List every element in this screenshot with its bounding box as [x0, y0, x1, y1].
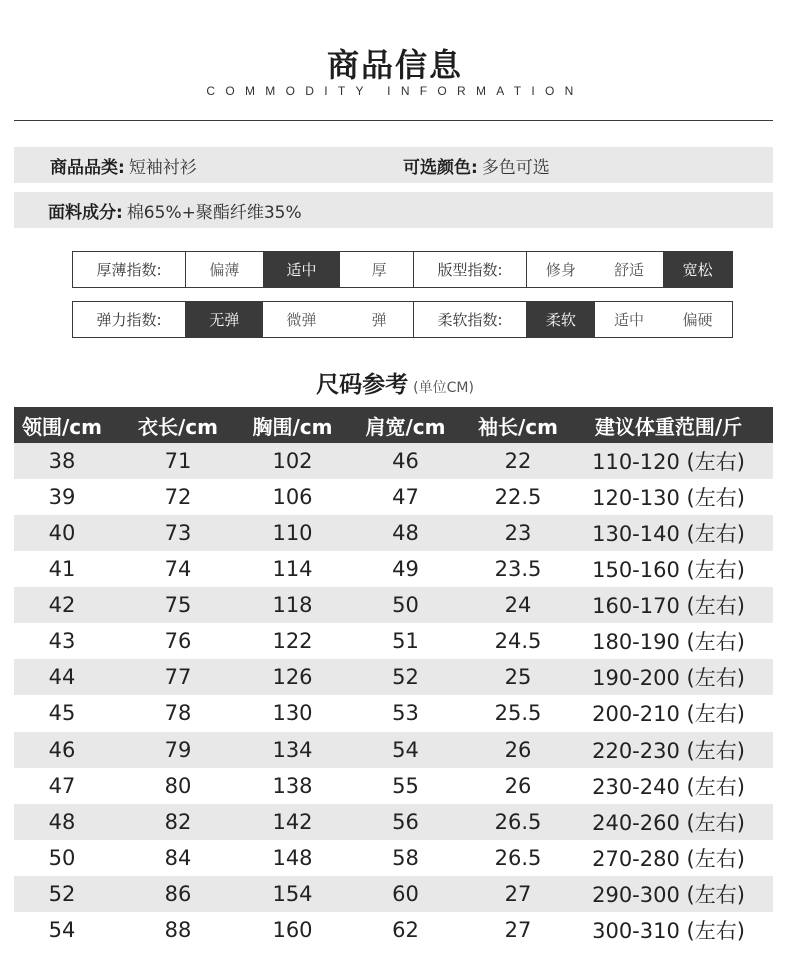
fit-option: 舒适 — [613, 261, 644, 279]
table-cell: 80 — [164, 773, 192, 798]
divider — [14, 120, 773, 121]
table-cell: 230-240 (左右) — [592, 774, 745, 799]
table-cell: 62 — [392, 917, 419, 942]
info-row-fabric — [14, 192, 773, 228]
table-cell: 26.5 — [494, 809, 542, 834]
table-cell: 27 — [504, 881, 532, 906]
table-cell: 270-280 (左右) — [592, 846, 745, 871]
table-cell: 240-260 (左右) — [592, 810, 745, 835]
thickness-option: 厚 — [371, 261, 387, 279]
table-cell: 122 — [272, 629, 313, 654]
colors-field — [403, 147, 550, 183]
table-cell: 154 — [272, 881, 313, 906]
table-row — [14, 695, 773, 731]
table-cell: 27 — [504, 917, 532, 942]
table-cell: 84 — [164, 845, 192, 870]
table-cell: 77 — [164, 665, 192, 690]
table-cell: 102 — [272, 449, 313, 474]
table-cell: 46 — [392, 449, 419, 474]
table-cell: 53 — [392, 701, 419, 726]
thickness-index — [72, 251, 419, 288]
table-cell: 54 — [48, 917, 76, 942]
size-table — [14, 407, 773, 948]
fabric-value: 棉65%+聚酯纤维35% — [126, 202, 302, 223]
page-title: 商品信息 — [326, 46, 463, 84]
table-cell: 75 — [164, 593, 192, 618]
table-cell: 42 — [48, 593, 76, 618]
table-cell: 78 — [164, 701, 192, 726]
column-header: 肩宽/cm — [365, 414, 446, 439]
table-cell: 50 — [392, 593, 419, 618]
colors-value: 多色可选 — [481, 157, 550, 178]
table-row — [14, 804, 773, 840]
table-cell: 120-130 (左右) — [592, 486, 745, 511]
table-cell: 110-120 (左右) — [592, 450, 745, 475]
table-cell: 47 — [48, 773, 76, 798]
table-cell: 60 — [392, 881, 419, 906]
table-row — [14, 732, 773, 768]
size-chart-title: 尺码参考 — [316, 372, 409, 398]
table-cell: 40 — [48, 521, 76, 546]
table-cell: 86 — [164, 881, 192, 906]
table-cell: 110 — [272, 521, 313, 546]
table-cell: 49 — [392, 557, 419, 582]
fabric-field — [48, 192, 302, 228]
info-row-category-colors — [14, 147, 773, 183]
elasticity-index — [72, 301, 419, 338]
table-cell: 72 — [164, 485, 192, 510]
table-cell: 24.5 — [494, 629, 542, 654]
table-cell: 142 — [272, 809, 313, 834]
table-cell: 41 — [48, 557, 76, 582]
column-header: 衣长/cm — [138, 414, 218, 439]
fit-index — [413, 251, 733, 288]
table-row — [14, 876, 773, 912]
colors-label: 可选颜色: — [403, 157, 478, 178]
table-cell: 130 — [272, 701, 313, 726]
table-cell: 114 — [272, 557, 313, 582]
softness-index-label: 柔软指数: — [437, 311, 503, 329]
table-row — [14, 515, 773, 551]
category-field — [50, 147, 197, 183]
page-subtitle: COMMODITY INFORMATION — [206, 84, 584, 98]
table-cell: 38 — [48, 449, 76, 474]
table-cell: 106 — [272, 485, 313, 510]
table-cell: 71 — [164, 449, 192, 474]
table-cell: 134 — [272, 737, 313, 762]
thickness-option: 偏薄 — [185, 252, 263, 287]
elasticity-index-label: 弹力指数: — [96, 311, 162, 329]
table-cell: 79 — [164, 737, 192, 762]
column-header: 袖长/cm — [478, 414, 558, 439]
table-cell: 220-230 (左右) — [592, 738, 745, 763]
table-cell: 138 — [272, 773, 313, 798]
table-cell: 48 — [48, 809, 76, 834]
table-row — [14, 912, 773, 948]
table-cell: 22.5 — [494, 485, 542, 510]
column-header: 建议体重范围/斤 — [594, 414, 743, 439]
table-cell: 24 — [504, 593, 532, 618]
table-row — [14, 587, 773, 623]
elasticity-option: 弹 — [371, 311, 387, 329]
table-cell: 47 — [392, 485, 419, 510]
softness-option: 适中 — [613, 311, 644, 329]
table-cell: 126 — [272, 665, 313, 690]
table-cell: 52 — [48, 881, 76, 906]
table-cell: 26 — [504, 773, 532, 798]
elasticity-option-selected: 无弹 — [185, 302, 263, 337]
table-cell: 160 — [272, 917, 313, 942]
table-row — [14, 551, 773, 587]
fit-option-selected: 宽松 — [663, 252, 732, 287]
table-cell: 300-310 (左右) — [592, 918, 745, 943]
table-cell: 58 — [392, 845, 419, 870]
table-cell: 23 — [504, 521, 532, 546]
size-chart-heading — [0, 366, 790, 399]
table-cell: 22 — [504, 449, 532, 474]
table-cell: 82 — [164, 809, 192, 834]
column-header: 胸围/cm — [252, 414, 333, 439]
table-cell: 200-210 (左右) — [592, 702, 745, 727]
category-label: 商品品类: — [50, 157, 125, 178]
category-value: 短袖衬衫 — [128, 157, 197, 178]
column-header: 领围/cm — [22, 414, 102, 439]
table-cell: 74 — [164, 557, 192, 582]
size-chart-unit: (单位CM) — [413, 380, 474, 396]
table-cell: 51 — [392, 629, 419, 654]
table-cell: 73 — [164, 521, 192, 546]
elasticity-option: 微弹 — [286, 311, 317, 329]
fabric-label: 面料成分: — [48, 202, 123, 223]
table-cell: 150-160 (左右) — [592, 558, 745, 583]
thickness-index-label: 厚薄指数: — [96, 261, 162, 279]
table-cell: 54 — [392, 737, 419, 762]
softness-option: 偏硬 — [682, 311, 713, 329]
table-cell: 25 — [504, 665, 532, 690]
table-cell: 118 — [272, 593, 313, 618]
table-cell: 39 — [48, 485, 76, 510]
fit-index-label: 版型指数: — [437, 261, 503, 279]
table-cell: 45 — [48, 701, 76, 726]
table-cell: 25.5 — [494, 701, 542, 726]
fit-option: 修身 — [526, 252, 595, 287]
table-cell: 23.5 — [494, 557, 542, 582]
table-row — [14, 659, 773, 695]
table-row — [14, 840, 773, 876]
table-cell: 50 — [48, 845, 76, 870]
table-cell: 290-300 (左右) — [592, 882, 745, 907]
table-cell: 76 — [164, 629, 192, 654]
table-row — [14, 479, 773, 515]
softness-index — [413, 301, 733, 338]
table-cell: 190-200 (左右) — [592, 666, 745, 691]
softness-option-selected: 柔软 — [526, 302, 595, 337]
table-row — [14, 768, 773, 804]
table-cell: 130-140 (左右) — [592, 522, 745, 547]
table-cell: 56 — [392, 809, 419, 834]
table-cell: 26.5 — [494, 845, 542, 870]
table-cell: 160-170 (左右) — [592, 594, 745, 619]
table-cell: 88 — [164, 917, 192, 942]
table-cell: 55 — [392, 773, 419, 798]
table-cell: 44 — [48, 665, 76, 690]
table-cell: 43 — [48, 629, 76, 654]
table-cell: 26 — [504, 737, 532, 762]
table-row — [14, 443, 773, 479]
table-header-row — [14, 407, 773, 443]
table-cell: 180-190 (左右) — [592, 630, 745, 655]
table-cell: 46 — [48, 737, 76, 762]
table-cell: 148 — [272, 845, 313, 870]
table-cell: 48 — [392, 521, 419, 546]
thickness-option-selected: 适中 — [263, 252, 341, 287]
table-row — [14, 623, 773, 659]
table-cell: 52 — [392, 665, 419, 690]
